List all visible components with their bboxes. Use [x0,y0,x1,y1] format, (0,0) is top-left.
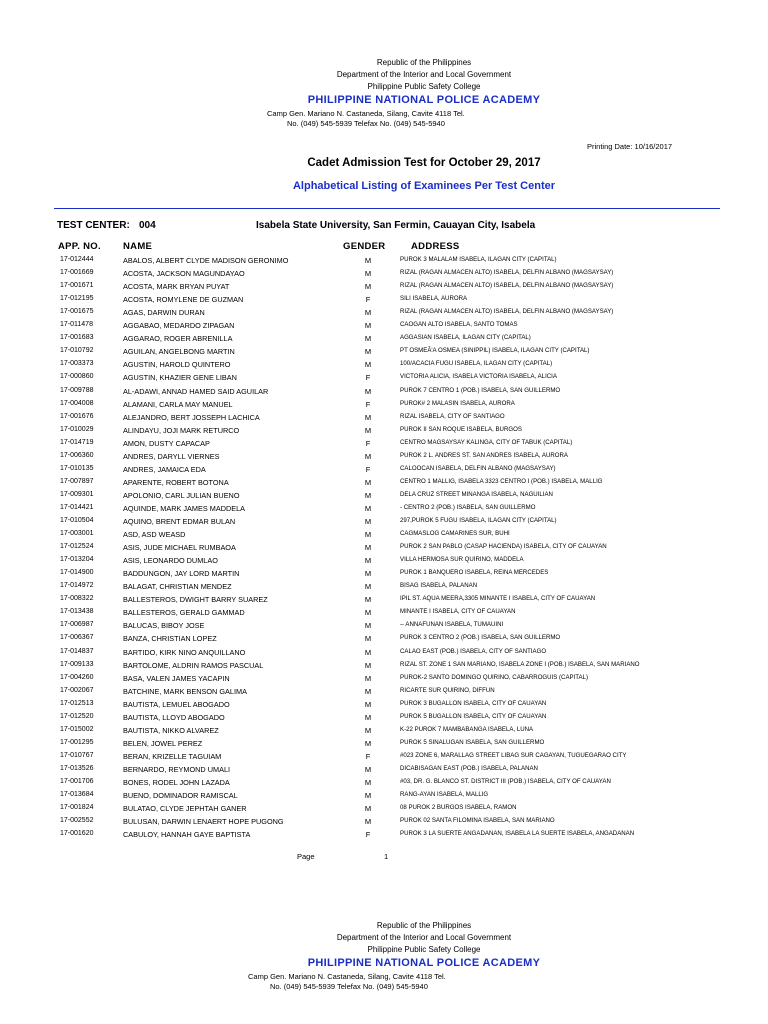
table-row [0,543,768,556]
app-no-cell: 17-001683 [60,334,94,342]
test-center-name: Isabela State University, San Fermin, Cauayan City, Isabela [256,220,536,231]
name-cell: ACOSTA, JACKSON MAGUNDAYAO [123,269,245,279]
app-no-cell: 17-014972 [60,582,94,590]
gender-cell: M [364,686,372,696]
header-address-line2: No. (049) 545-5939 Telefax No. (049) 545-5940 [287,119,445,128]
name-cell: BALLESTEROS, DWIGHT BARRY SUAREZ [123,595,268,605]
name-cell: BALLESTEROS, GERALD GAMMAD [123,608,245,618]
table-row [0,517,768,530]
address-cell: MINANTE I ISABELA, CITY OF CAUAYAN [400,608,516,616]
gender-cell: F [365,464,371,474]
table-row [0,439,768,452]
test-title: Cadet Admission Test for October 29, 2017 [307,157,541,169]
gender-cell: F [365,438,371,448]
app-no-cell: 17-014719 [60,438,94,446]
gender-cell: M [364,477,372,487]
header-line-department: Department of the Interior and Local Government [336,933,512,942]
name-cell: BERAN, KRIZELLE TAGUIAM [123,751,222,761]
name-cell: ALINDAYU, JOJI MARK RETURCO [123,425,240,435]
table-row [0,739,768,752]
address-cell: PUROK II SAN ROQUE ISABELA, BURGOS [400,425,522,433]
address-cell: 297,PUROK 5 FUGU ISABELA, ILAGAN CITY (CAPITAL) [400,517,557,524]
app-no-cell: 17-004008 [60,399,94,407]
name-cell: APARENTE, ROBERT BOTONA [123,477,229,487]
header-address-line1: Camp Gen. Mariano N. Castaneda, Silang, Cavite 4118 Tel. [248,972,446,981]
app-no-cell: 17-000860 [60,373,94,381]
app-no-cell: 17-011478 [60,321,93,329]
app-no-cell: 17-001676 [60,412,94,420]
listing-title: Alphabetical Listing of Examinees Per Test Center [292,180,556,192]
address-cell: PUROK 7 CENTRO 1 (POB.) ISABELA, SAN GUILLERMO [400,386,561,394]
name-cell: BAUTISTA, NIKKO ALVAREZ [123,725,219,735]
gender-cell: M [364,451,372,461]
table-row [0,465,768,478]
column-header-address: ADDRESS [411,241,460,252]
app-no-cell: 17-001706 [60,778,94,785]
table-row [0,452,768,465]
gender-cell: M [364,412,372,422]
table-row [0,791,768,804]
address-cell: #03, DR. G. BLANCO ST. DISTRICT III (POB.) ISABELA, CITY OF CAUAYAN [400,778,611,785]
app-no-cell: 17-012195 [60,295,94,303]
table-row [0,504,768,517]
address-cell: RIZAL (RAGAN ALMACEN ALTO) ISABELA, DELFIN ALBANO (MAGSAYSAY) [400,282,614,290]
header-line-department: Department of the Interior and Local Government [336,70,512,79]
address-cell: RIZAL (RAGAN ALMACEN ALTO) ISABELA, DELFIN ALBANO (MAGSAYSAY) [400,308,614,316]
address-cell: SILI ISABELA, AURORA [400,295,468,303]
table-row [0,491,768,504]
table-row [0,804,768,817]
name-cell: AGGARAO, ROGER ABRENILLA [123,334,233,344]
address-cell: CAOGAN ALTO ISABELA, SANTO TOMAS [400,321,518,329]
app-no-cell: 17-010135 [60,464,94,472]
name-cell: AL-ADAWI, ANNAD HAMED SAID AGUILAR [123,386,269,396]
address-cell: CENTRO 1 MALLIG, ISABELA 3323 CENTRO I (POB.) ISABELA, MALLIG [400,477,603,485]
gender-cell: M [364,425,372,435]
app-no-cell: 17-012524 [60,543,94,551]
name-cell: BULUSAN, DARWIN LENAERT HOPE PUGONG [123,817,284,827]
gender-cell: M [364,647,372,657]
app-no-cell: 17-010029 [60,425,94,433]
table-row [0,700,768,713]
address-cell: 100/ACACIA FUGU ISABELA, ILAGAN CITY (CAPITAL) [400,360,553,368]
gender-cell: M [364,282,372,292]
gender-cell: M [364,817,372,827]
header-line-republic: Republic of the Philippines [376,921,472,930]
app-no-cell: 17-012520 [60,712,94,720]
gender-cell: F [365,399,371,409]
name-cell: ASIS, LEONARDO DUMLAO [123,556,218,566]
gender-cell: M [364,308,372,318]
table-row [0,347,768,360]
gender-cell: M [364,804,372,814]
address-cell: CALAO EAST (POB.) ISABELA, CITY OF SANTIAGO [400,647,547,655]
table-row [0,830,768,843]
address-cell: PUROK 2 L. ANDRES ST. SAN ANDRES ISABELA, AURORA [400,451,568,459]
name-cell: ABALOS, ALBERT CLYDE MADISON GERONIMO [123,256,289,265]
academy-title: PHILIPPINE NATIONAL POLICE ACADEMY [307,957,541,969]
app-no-cell: 17-001675 [60,308,94,316]
table-row [0,556,768,569]
table-row [0,713,768,726]
name-cell: AGGABAO, MEDARDO ZIPAGAN [123,321,235,331]
gender-cell: M [364,699,372,709]
app-no-cell: 17-006360 [60,451,94,459]
name-cell: BADDUNGON, JAY LORD MARTIN [123,569,240,579]
name-cell: BONES, RODEL JOHN LAZADA [123,778,230,787]
gender-cell: M [364,530,372,540]
name-cell: BUENO, DOMINADOR RAMISCAL [123,791,238,801]
address-cell: PUROK 5 SINALUGAN ISABELA, SAN GUILLERMO [400,738,545,746]
gender-cell: M [364,503,372,513]
app-no-cell: 17-010792 [60,347,94,355]
address-cell: -- ANNAFUNAN ISABELA, TUMAUINI [400,621,504,629]
address-cell: DICABISAGAN EAST (POB.) ISABELA, PALANAN [400,764,538,772]
app-no-cell: 17-009301 [60,490,94,498]
app-no-cell: 17-008322 [60,595,94,603]
address-cell: RIZAL ISABELA, CITY OF SANTIAGO [400,412,505,420]
name-cell: AMON, DUSTY CAPACAP [123,438,210,448]
name-cell: ASD, ASD WEASD [123,530,186,540]
gender-cell: M [364,269,372,279]
gender-cell: F [365,751,371,761]
column-header-gender: GENDER [343,241,386,252]
address-cell: CALOOCAN ISABELA, DELFIN ALBANO (MAGSAYSAY) [400,464,556,472]
name-cell: BAUTISTA, LEMUEL ABOGADO [123,699,230,709]
app-no-cell: 17-006987 [60,621,94,629]
table-row [0,269,768,282]
header-line-college: Philippine Public Safety College [367,82,481,91]
header-divider [54,208,720,209]
address-cell: PUROK 5 BUGALLON ISABELA, CITY OF CAUAYAN [400,712,547,720]
gender-cell: M [364,490,372,500]
table-row [0,321,768,334]
name-cell: AQUINO, BRENT EDMAR BULAN [123,517,236,526]
table-row [0,608,768,621]
address-cell: PUROK 3 BUGALLON ISABELA, CITY OF CAUAYAN [400,699,547,707]
table-row [0,530,768,543]
table-row [0,817,768,830]
table-row [0,360,768,373]
name-cell: AQUINDE, MARK JAMES MADDELA [123,503,246,513]
app-no-cell: 17-010767 [60,751,94,759]
address-cell: 08 PUROK 2 BURGOS ISABELA, RAMON [400,804,517,812]
header-address-line2: No. (049) 545-5939 Telefax No. (049) 545-5940 [270,982,428,991]
test-center-label: TEST CENTER: [57,220,130,231]
page-number: 1 [384,852,389,861]
app-no-cell: 17-014421 [60,503,94,511]
gender-cell: M [364,673,372,683]
name-cell: BATCHINE, MARK BENSON GALIMA [123,686,247,696]
name-cell: BELEN, JOWEL PEREZ [123,738,203,748]
name-cell: BANZA, CHRISTIAN LOPEZ [123,634,217,644]
address-cell: PUROK# 2 MALASIN ISABELA, AURORA [400,399,515,407]
gender-cell: M [364,386,372,396]
app-no-cell: 17-007897 [60,477,94,485]
name-cell: BALAGAT, CHRISTIAN MENDEZ [123,582,232,592]
gender-cell: M [364,321,372,331]
gender-cell: M [364,582,372,592]
page-label: Page [297,852,315,861]
app-no-cell: 17-009133 [60,660,94,668]
address-cell: RANG-AYAN ISABELA, MALLIG [400,791,489,799]
address-cell: VICTORIA ALICIA, ISABELA VICTORIA ISABELA, ALICIA [400,373,557,381]
address-cell: RIZAL (RAGAN ALMACEN ALTO) ISABELA, DELFIN ALBANO (MAGSAYSAY) [400,269,614,277]
address-cell: CENTRO MAGSAYSAY KALINGA, CITY OF TABUK (CAPITAL) [400,438,573,446]
app-no-cell: 17-003373 [60,360,94,368]
address-cell: PUROK 2 SAN PABLO (CASAP HACIENDA) ISABELA, CITY OF CAUAYAN [400,543,607,551]
app-no-cell: 17-001671 [60,282,94,290]
table-row [0,595,768,608]
test-center-code: 004 [139,220,156,231]
name-cell: BERNARDO, REYMOND UMALI [123,764,231,774]
table-row [0,752,768,765]
column-header-app-no: APP. NO. [58,241,101,252]
header-address-line1: Camp Gen. Mariano N. Castaneda, Silang, Cavite 4118 Tel. [267,109,465,118]
name-cell: AGUSTIN, HAROLD QUINTERO [123,360,231,370]
gender-cell: M [364,347,372,357]
name-cell: AGAS, DARWIN DURAN [123,308,205,318]
gender-cell: M [364,360,372,370]
address-cell: PUROK 02 SANTA FILOMINA ISABELA, SAN MARIANO [400,817,555,825]
app-no-cell: 17-012444 [60,256,94,263]
app-no-cell: 17-001295 [60,738,94,746]
app-no-cell: 17-015002 [60,725,94,733]
name-cell: APOLONIO, CARL JULIAN BUENO [123,490,240,500]
academy-title: PHILIPPINE NATIONAL POLICE ACADEMY [307,94,541,106]
name-cell: AGUILAN, ANGELBONG MARTIN [123,347,235,357]
app-no-cell: 17-006367 [60,634,94,642]
app-no-cell: 17-001620 [60,830,94,838]
table-row [0,661,768,674]
address-cell: PUROK 3 LA SUERTE ANGADANAN, ISABELA LA SUERTE ISABELA, ANGADANAN [400,830,635,838]
address-cell: #023 ZONE 6, MARALLAG STREET LIBAG SUR CAGAYAN, TUGUEGARAO CITY [400,751,627,759]
gender-cell: M [364,556,372,566]
gender-cell: M [364,334,372,344]
table-row [0,373,768,386]
gender-cell: M [364,543,372,553]
gender-cell: M [364,660,372,670]
name-cell: ACOSTA, ROMYLENE DE GUZMAN [123,295,244,305]
app-no-cell: 17-003001 [60,530,94,538]
table-row [0,387,768,400]
name-cell: ANDRES, DARYLL VIERNES [123,451,220,461]
app-no-cell: 17-013438 [60,608,94,616]
gender-cell: M [364,608,372,618]
gender-cell: M [364,738,372,748]
app-no-cell: 17-004260 [60,673,94,681]
address-cell: PUROK 3 CENTRO 2 (POB.) ISABELA, SAN GUILLERMO [400,634,561,642]
name-cell: ALAMANI, CARLA MAY MANUEL [123,399,233,409]
table-row [0,334,768,347]
app-no-cell: 17-012513 [60,699,94,707]
name-cell: AGUSTIN, KHAZIER GENE LIBAN [123,373,237,383]
table-row [0,687,768,700]
gender-cell: M [364,634,372,644]
address-cell: BISAG ISABELA, PALANAN [400,582,478,590]
table-row [0,582,768,595]
gender-cell: M [364,256,372,265]
address-cell: CAGMASLOG CAMARINES SUR, BUHI [400,530,510,538]
app-no-cell: 17-001669 [60,269,94,277]
gender-cell: M [364,621,372,631]
gender-cell: F [365,373,371,383]
app-no-cell: 17-001824 [60,804,94,812]
table-row [0,634,768,647]
address-cell: PUROK-2 SANTO DOMINGO QUIRINO, CABARROGUIS (CAPITAL) [400,673,589,681]
name-cell: ANDRES, JAMAICA EDA [123,464,206,474]
name-cell: BARTOLOME, ALDRIN RAMOS PASCUAL [123,660,264,670]
table-row [0,726,768,739]
table-row [0,648,768,661]
column-header-name: NAME [123,241,153,252]
gender-cell: M [364,791,372,801]
table-row [0,256,768,269]
name-cell: BULATAO, CLYDE JEPHTAH GANER [123,804,247,814]
table-row [0,778,768,791]
gender-cell: M [364,569,372,579]
app-no-cell: 17-014900 [60,569,94,577]
table-row [0,569,768,582]
app-no-cell: 17-014837 [60,647,94,655]
app-no-cell: 17-013204 [60,556,94,564]
table-row [0,295,768,308]
gender-cell: M [364,595,372,605]
table-row [0,426,768,439]
address-cell: PT OSMEÃ'A OSMEA (SINIPPIL) ISABELA, ILAGAN CITY (CAPITAL) [400,347,590,355]
header-line-college: Philippine Public Safety College [367,945,481,954]
address-cell: PUROK 1 BANQUERO ISABELA, REINA MERCEDES [400,569,549,577]
table-row [0,674,768,687]
table-row [0,621,768,634]
address-cell: K-22 PUROK 7 MAMBABANGA ISABELA, LUNA [400,725,534,733]
name-cell: ACOSTA, MARK BRYAN PUYAT [123,282,230,292]
printing-date: Printing Date: 10/16/2017 [587,142,673,151]
app-no-cell: 17-002552 [60,817,94,825]
header-line-republic: Republic of the Philippines [376,58,472,67]
gender-cell: M [364,725,372,735]
name-cell: BAUTISTA, LLOYD ABOGADO [123,712,225,722]
app-no-cell: 17-009788 [60,386,94,394]
gender-cell: M [364,778,372,787]
name-cell: BALUCAS, BIBOY JOSE [123,621,205,631]
app-no-cell: 17-002067 [60,686,94,694]
table-row [0,478,768,491]
table-row [0,400,768,413]
name-cell: CABULOY, HANNAH GAYE BAPTISTA [123,830,251,840]
app-no-cell: 17-010504 [60,517,94,524]
table-row [0,308,768,321]
table-row [0,765,768,778]
name-cell: BASA, VALEN JAMES YACAPIN [123,673,230,683]
gender-cell: M [364,517,372,526]
address-cell: PUROK 3 MALALAM ISABELA, ILAGAN CITY (CAPITAL) [400,256,557,263]
address-cell: DELA CRUZ STREET MINANGA ISABELA, NAGUILIAN [400,490,553,498]
address-cell: AGGASIAN ISABELA, ILAGAN CITY (CAPITAL) [400,334,531,342]
app-no-cell: 17-013526 [60,764,94,772]
gender-cell: M [364,712,372,722]
address-cell: - CENTRO 2 (POB.) ISABELA, SAN GUILLERMO [400,503,536,511]
name-cell: BARTIDO, KIRK NINO ANQUILLANO [123,647,246,657]
gender-cell: M [364,764,372,774]
gender-cell: F [365,295,371,305]
table-row [0,413,768,426]
address-cell: IPIL ST. AQUA MEERA,3305 MINANTE I ISABELA, CITY OF CAUAYAN [400,595,596,603]
gender-cell: F [365,830,371,840]
app-no-cell: 17-013684 [60,791,94,799]
address-cell: RICARTE SUR QUIRINO, DIFFUN [400,686,495,694]
name-cell: ALEJANDRO, BERT JOSSEPH LACHICA [123,412,260,422]
table-row [0,282,768,295]
name-cell: ASIS, JUDE MICHAEL RUMBAOA [123,543,236,553]
address-cell: RIZAL ST. ZONE 1 SAN MARIANO, ISABELA ZONE I (POB.) ISABELA, SAN MARIANO [400,660,640,668]
address-cell: VILLA HERMOSA SUR QUIRINO, MADDELA [400,556,524,564]
